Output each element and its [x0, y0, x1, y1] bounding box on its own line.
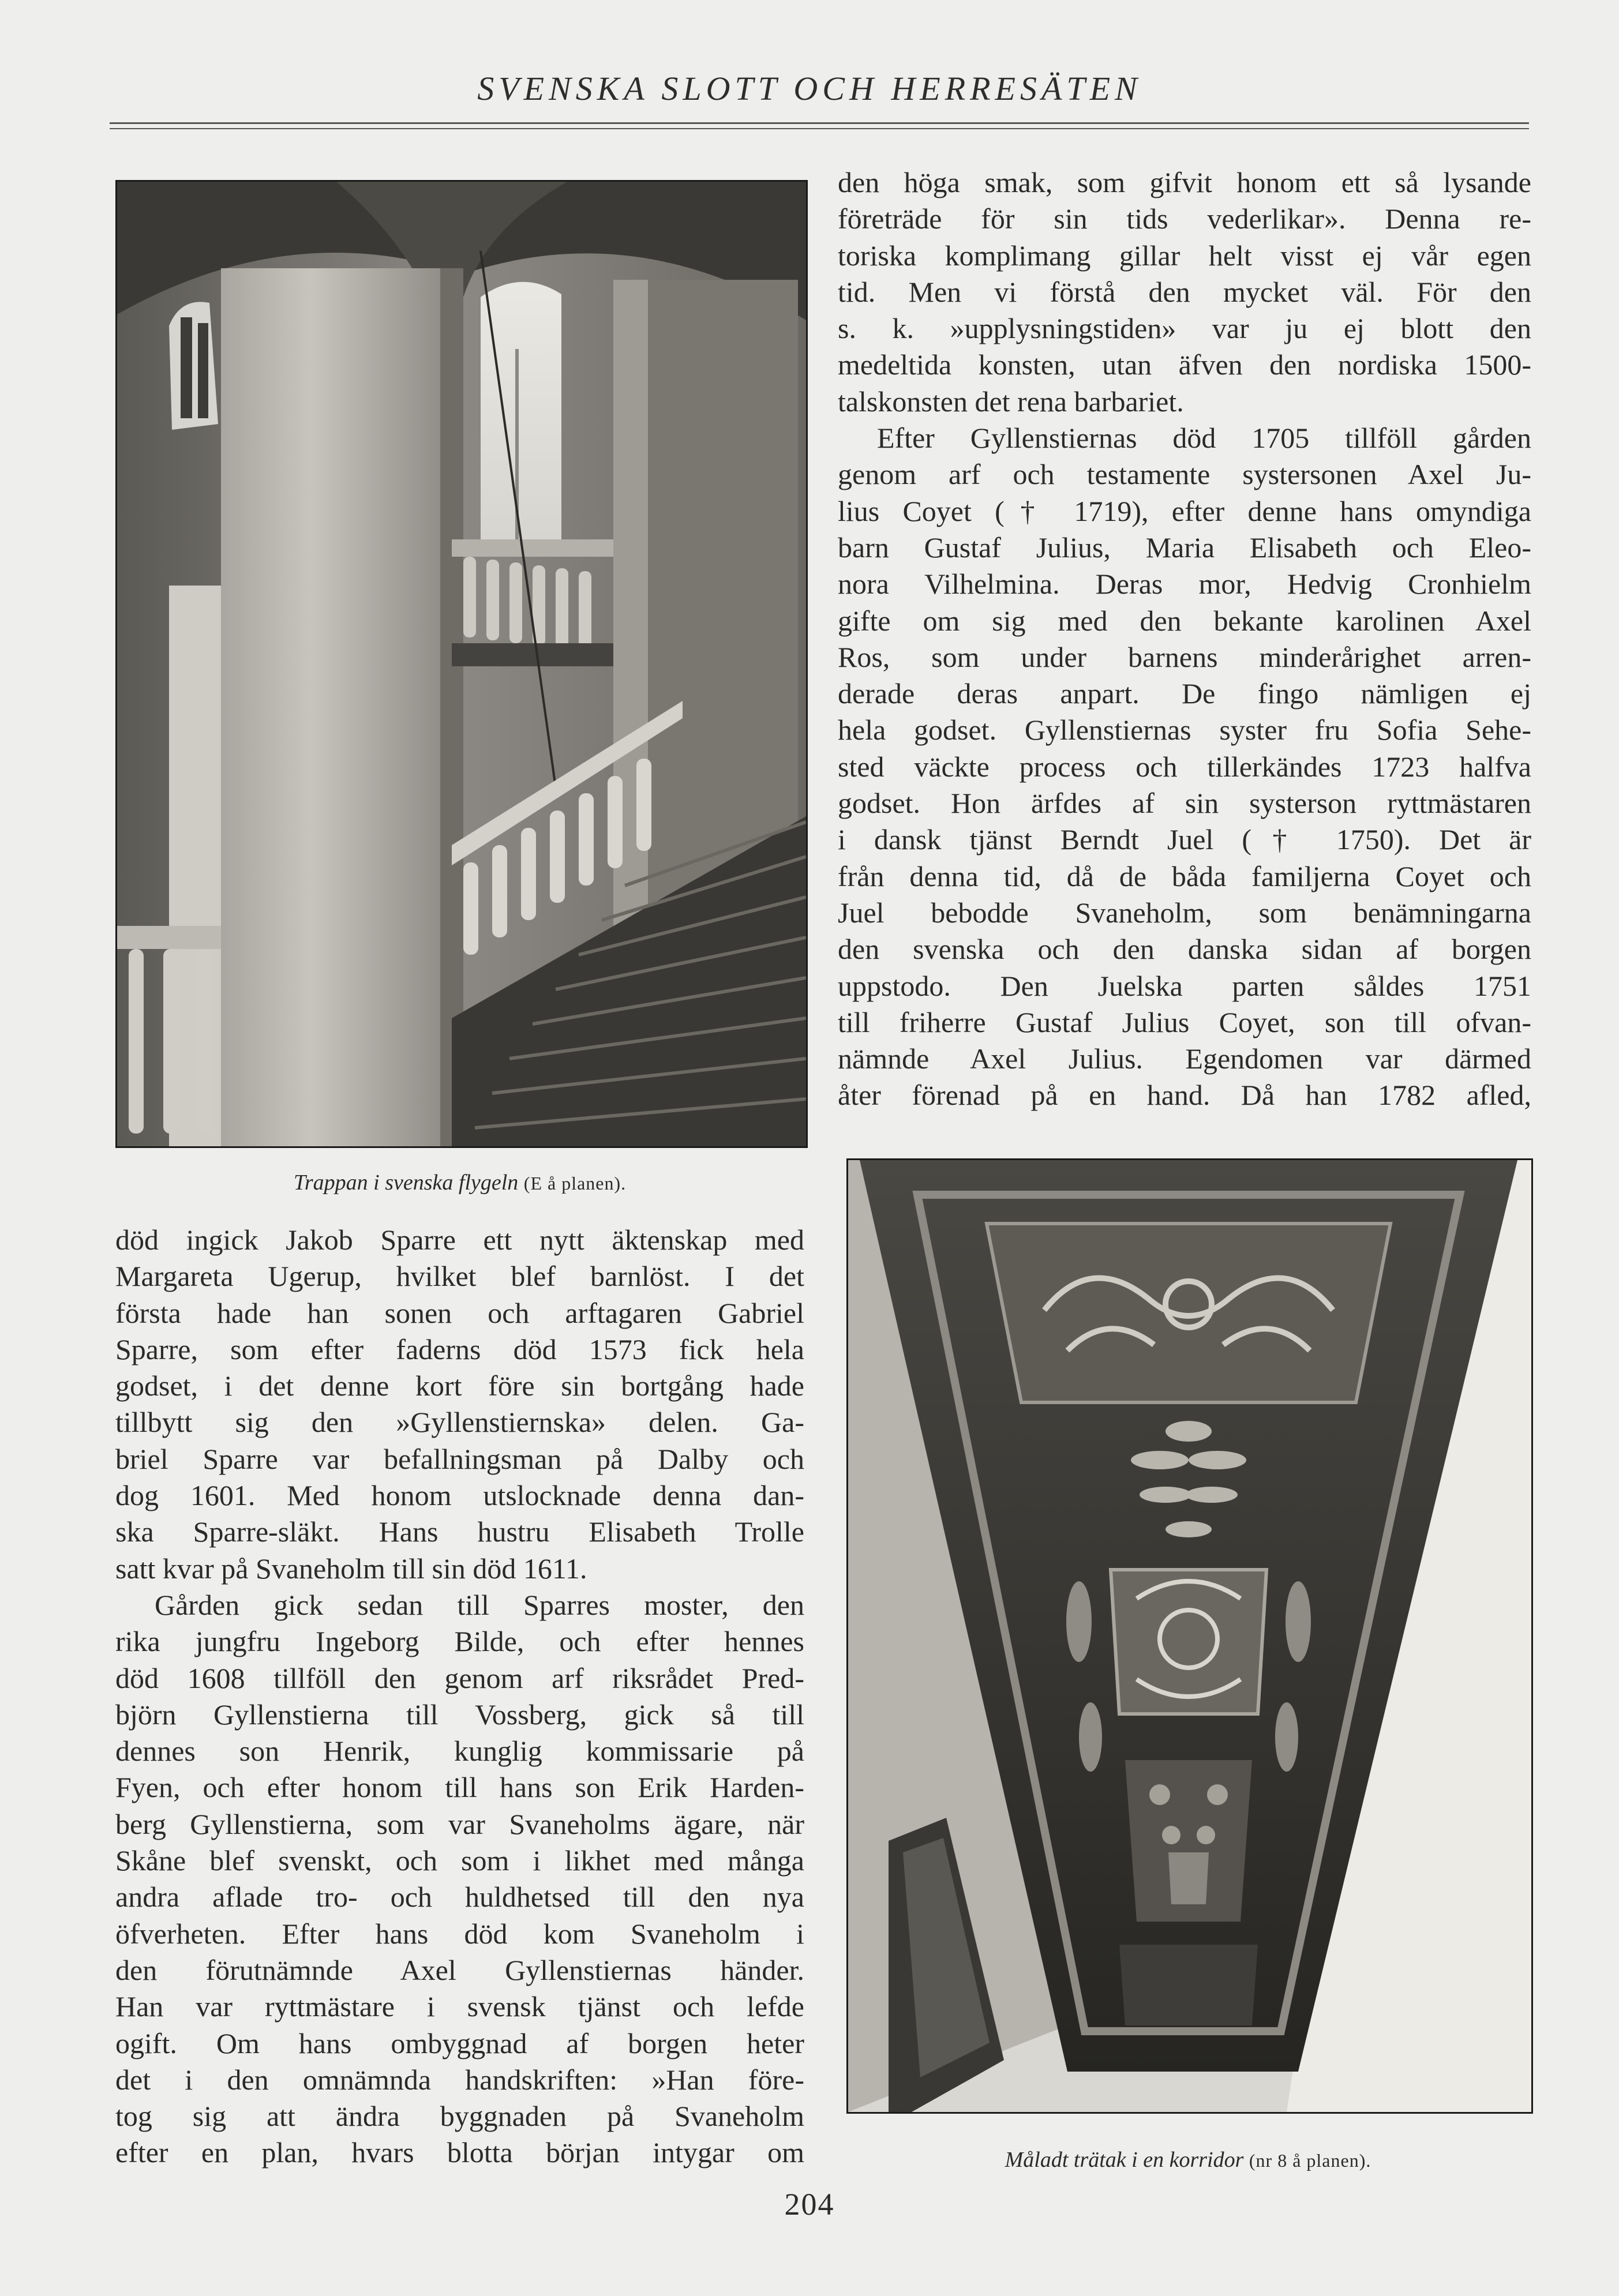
- text-line: dennes son Henrik, kunglig kommissarie på: [115, 1735, 804, 1768]
- right-column: [838, 164, 1531, 1114]
- text-line: Juel bebodde Svaneholm, som benämningarna: [838, 896, 1531, 929]
- staircase-caption-text: Trappan i svenska flygeln: [293, 1170, 519, 1195]
- text-line: åter förenad på en hand. Då han 1782 afled,: [838, 1079, 1531, 1112]
- ceiling-caption: [846, 2147, 1530, 2173]
- text-line: död 1608 tillföll den genom arf riksrådet Pred-: [115, 1661, 804, 1694]
- staircase-photo: [115, 180, 808, 1148]
- text-line: den höga smak, som gifvit honom ett så lysande: [838, 166, 1531, 198]
- text-line: berg Gyllenstierna, som var Svaneholms ägare, när: [115, 1807, 804, 1840]
- text-line: till friherre Gustaf Julius Coyet, son till ofvan-: [838, 1006, 1531, 1038]
- text-line: s. k. »upplysningstiden» var ju ej blott den: [838, 312, 1531, 345]
- staircase-caption-ref: (E å planen).: [523, 1173, 627, 1194]
- text-line: nämnde Axel Julius. Egendomen var därmed: [838, 1042, 1531, 1075]
- text-line: medeltida konsten, utan äfven den nordiska 1500-: [838, 348, 1531, 381]
- header-rule-bottom: [110, 128, 1529, 129]
- text-line: öfverheten. Efter hans död kom Svaneholm i: [115, 1917, 804, 1950]
- text-line: första hade han sonen och arftagaren Gabriel: [115, 1296, 804, 1329]
- left-column: [115, 1222, 804, 2171]
- text-line: Han var ryttmästare i svensk tjänst och lefde: [115, 1990, 804, 2023]
- text-line: satt kvar på Svaneholm till sin död 1611.: [115, 1552, 587, 1585]
- text-line: barn Gustaf Julius, Maria Elisabeth och Eleo-: [838, 531, 1531, 564]
- ceiling-caption-ref: (nr 8 å planen).: [1249, 2150, 1371, 2171]
- text-line: Skåne blef svenskt, och som i likhet med många: [115, 1844, 804, 1877]
- text-line: Gården gick sedan till Sparres moster, den: [155, 1588, 804, 1621]
- text-line: den svenska och den danska sidan af borgen: [838, 933, 1531, 966]
- page-number: 204: [784, 2187, 835, 2222]
- text-line: den förutnämnde Axel Gyllenstiernas händer.: [115, 1953, 804, 1986]
- text-line: tid. Men vi förstå den mycket väl. För den: [838, 275, 1531, 308]
- text-line: uppstodo. Den Juelska parten såldes 1751: [838, 969, 1531, 1002]
- text-line: genom arf och testamente systersonen Axel Ju-: [838, 458, 1531, 491]
- text-line: död ingick Jakob Sparre ett nytt äktenskap med: [115, 1224, 804, 1256]
- text-line: Sparre, som efter faderns död 1573 fick hela: [115, 1333, 804, 1365]
- text-line: i dansk tjänst Berndt Juel († 1750). Det är: [838, 823, 1531, 856]
- text-line: talskonsten det rena barbariet.: [838, 385, 1184, 418]
- text-line: Fyen, och efter honom till hans son Erik Harden-: [115, 1771, 804, 1804]
- text-line: det i den omnämnda handskriften: »Han före-: [115, 2063, 804, 2096]
- text-line: andra aflade tro- och huldhetsed till den nya: [115, 1881, 804, 1914]
- text-line: från denna tid, då de båda familjerna Coyet och: [838, 860, 1531, 892]
- staircase-caption: [115, 1170, 804, 1195]
- text-line: efter en plan, hvars blotta början intygar om: [115, 2136, 804, 2169]
- ceiling-photo: [846, 1158, 1533, 2114]
- text-line: dog 1601. Med honom utslocknade denna dan-: [115, 1479, 804, 1512]
- text-line: rika jungfru Ingeborg Bilde, och efter hennes: [115, 1625, 804, 1658]
- text-line: ogift. Om hans ombyggnad af borgen heter: [115, 2027, 804, 2059]
- text-line: tog sig att ändra byggnaden på Svaneholm: [115, 2100, 804, 2133]
- ceiling-caption-text: Måladt trätak i en korridor: [1005, 2148, 1244, 2172]
- text-line: gifte om sig med den bekante karolinen Axel: [838, 604, 1531, 637]
- text-line: lius Coyet († 1719), efter denne hans omyndiga: [838, 494, 1531, 527]
- header-rule-top: [110, 122, 1529, 124]
- text-line: derade deras anpart. De fingo nämligen ej: [838, 677, 1531, 710]
- text-line: Margareta Ugerup, hvilket blef barnlöst. I det: [115, 1260, 804, 1293]
- text-line: björn Gyllenstierna till Vossberg, gick så till: [115, 1698, 804, 1731]
- text-line: Efter Gyllenstiernas död 1705 tillföll gården: [877, 422, 1531, 455]
- text-line: toriska komplimang gillar helt visst ej vår egen: [838, 239, 1531, 272]
- text-line: ska Sparre-släkt. Hans hustru Elisabeth Trolle: [115, 1515, 804, 1548]
- text-line: nora Vilhelmina. Deras mor, Hedvig Cronhielm: [838, 568, 1531, 601]
- text-line: sted väckte process och tillerkändes 1723 halfva: [838, 750, 1531, 783]
- text-line: Ros, som under barnens minderårighet arren-: [838, 640, 1531, 673]
- text-line: företräde för sin tids vederlikar». Denna re-: [838, 202, 1531, 235]
- running-title: SVENSKA SLOTT OCH HERRESÄTEN: [477, 70, 1142, 107]
- text-line: godset. Hon ärfdes af sin systerson ryttmästaren: [838, 787, 1531, 820]
- text-line: tillbytt sig den »Gyllenstiernska» delen. Ga-: [115, 1406, 804, 1439]
- text-line: hela godset. Gyllenstiernas syster fru Sofia Sehe-: [838, 714, 1531, 746]
- text-line: godset, i det denne kort före sin bortgång hade: [115, 1370, 804, 1402]
- text-line: briel Sparre var befallningsman på Dalby och: [115, 1442, 804, 1475]
